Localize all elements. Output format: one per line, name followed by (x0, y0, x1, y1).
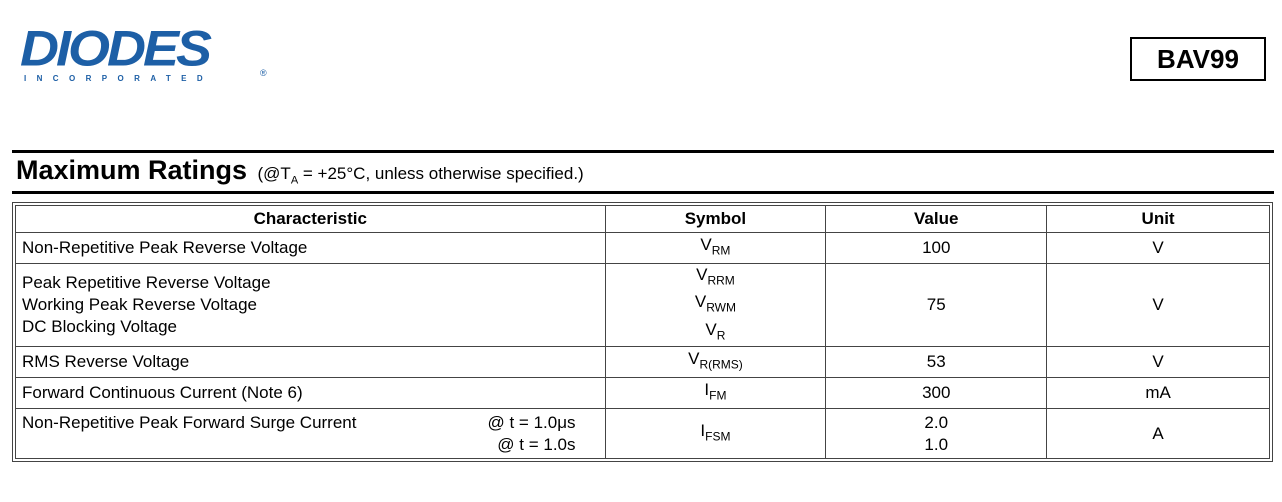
section-condition (257, 164, 584, 187)
test-conditions (488, 412, 599, 456)
unit-cell: V (1047, 347, 1270, 378)
header-value: Value (826, 206, 1047, 233)
unit-cell: V (1047, 264, 1270, 347)
section-rule-bottom (12, 191, 1274, 194)
value: 1.0 (924, 434, 949, 454)
characteristic-cell (16, 233, 606, 264)
condition-text: @ t = 1.0μs (487, 412, 576, 432)
value-cell (826, 378, 1047, 409)
value: 53 (926, 352, 946, 372)
symbol-cell (605, 378, 826, 409)
section-rule-top (12, 150, 1274, 153)
logo-subtitle: INCORPORATED (24, 74, 214, 83)
header-characteristic: Characteristic (16, 206, 606, 233)
unit-cell: mA (1047, 378, 1270, 409)
header-symbol: Symbol (605, 206, 826, 233)
characteristic-cell (16, 378, 606, 409)
table-row (16, 378, 1270, 409)
symbol-cell (605, 264, 826, 347)
characteristic-text: Peak Repetitive Reverse Voltage (22, 273, 271, 293)
characteristic-text: DC Blocking Voltage (22, 317, 177, 337)
ratings-table (15, 205, 1270, 459)
symbol: $I_{FM}$ (704, 380, 727, 403)
condition-suffix: = +25°C, unless otherwise specified.) (298, 164, 584, 183)
table-row (16, 409, 1270, 459)
symbol-cell (605, 233, 826, 264)
section-title: Maximum Ratings (16, 155, 248, 185)
characteristic-text: Working Peak Reverse Voltage (22, 295, 257, 315)
value: 100 (922, 238, 951, 257)
table-row (16, 264, 1270, 347)
header-unit: Unit (1047, 206, 1270, 233)
unit-cell: V (1047, 233, 1270, 264)
characteristic-cell (16, 409, 606, 459)
symbol-cell (605, 409, 826, 459)
value-cell (826, 409, 1047, 459)
characteristic-text: RMS Reverse Voltage (22, 352, 190, 372)
table-row (16, 233, 1270, 264)
value-cell (826, 233, 1047, 264)
value: 2.0 (924, 412, 949, 432)
symbol: $V_{RM}$ (700, 235, 731, 258)
symbol: $V_R$ (705, 319, 726, 343)
value: 300 (922, 383, 951, 403)
characteristic-split (22, 412, 599, 456)
symbol: $V_{RRM}$ (696, 265, 735, 288)
characteristic-text: Non-Repetitive Peak Forward Surge Current (22, 412, 357, 432)
characteristic-text: Forward Continuous Current (Note 6) (22, 383, 303, 403)
symbol: $V_{RWM}$ (694, 292, 736, 315)
value: 75 (926, 295, 946, 315)
value-cell (826, 347, 1047, 378)
logo-wordmark: DIODES (20, 21, 210, 77)
part-number-box (1130, 37, 1266, 81)
condition-text: @ t = 1.0s (497, 434, 576, 454)
symbol-cell (605, 347, 826, 378)
symbol: $I_{FSM}$ (700, 420, 731, 444)
characteristic-text: Non-Repetitive Peak Reverse Voltage (22, 238, 308, 257)
unit-cell: A (1047, 409, 1270, 459)
condition-prefix: (@T (257, 164, 291, 183)
table-header-row (16, 206, 1270, 233)
registered-mark: ® (260, 68, 267, 78)
ratings-table-frame (12, 202, 1273, 462)
characteristic-cell (16, 264, 606, 347)
characteristic-cell (16, 347, 606, 378)
condition-sub: A (290, 174, 299, 187)
diodes-logo (20, 21, 272, 88)
value-cell (826, 264, 1047, 347)
symbol: $V_{R(RMS)}$ (688, 349, 743, 372)
table-row (16, 347, 1270, 378)
part-number: BAV99 (1157, 43, 1239, 74)
section-heading (16, 155, 584, 186)
